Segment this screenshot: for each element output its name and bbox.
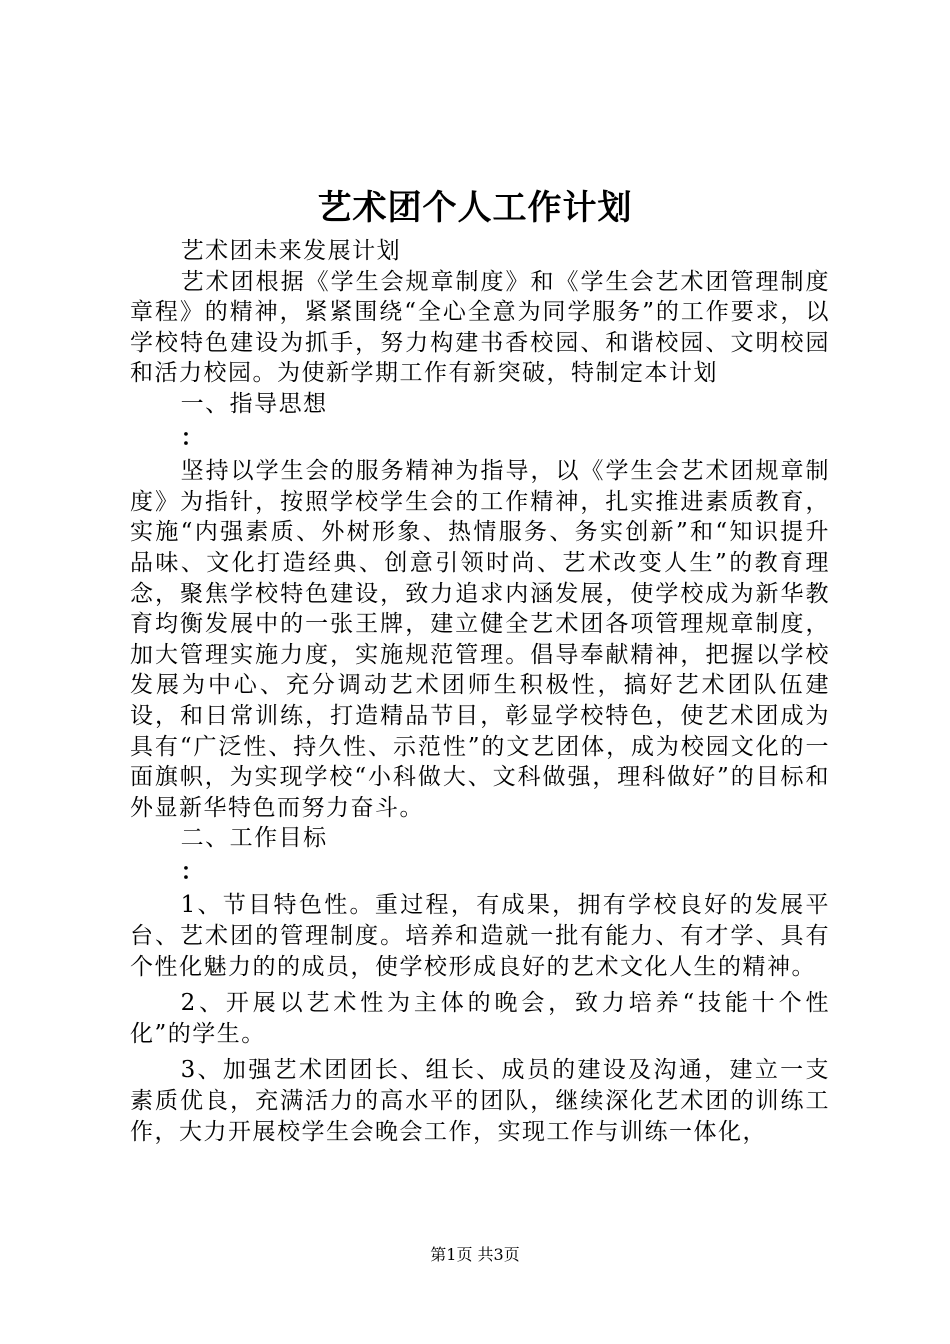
document-title: 艺术团个人工作计划 bbox=[317, 188, 633, 228]
section-colon: ： bbox=[180, 423, 206, 451]
page-number-footer: 第1页 共3页 bbox=[430, 1245, 520, 1264]
paragraph-goal-2: 2、开展以艺术性为主体的晚会，致力培养“技能十个性化”的学生。 bbox=[130, 990, 830, 1047]
section-heading-work-goals: 二、工作目标 bbox=[180, 825, 328, 852]
document-body bbox=[130, 236, 830, 1147]
section-heading-guiding-ideology: 一、指导思想 bbox=[180, 390, 328, 417]
paragraph-intro: 艺术团根据《学生会规章制度》和《学生会艺术团管理制度章程》的精神，紧紧围绕“全心全意为同学服务”的工作要求，以学校特色建设为抓手，努力构建书香校园、和谐校园、文明校园和活力校园。为使新学期工作有新突破，特制定本计划 bbox=[130, 268, 830, 387]
section-colon: ： bbox=[180, 857, 206, 885]
paragraph-subtitle: 艺术团未来发展计划 bbox=[180, 238, 402, 264]
paragraph-goal-3: 3、加强艺术团团长、组长、成员的建设及沟通，建立一支素质优良，充满活力的高水平的团队，继续深化艺术团的训练工作，大力开展校学生会晚会工作，实现工作与训练一体化， bbox=[130, 1057, 830, 1145]
paragraph-goal-1: 1、节目特色性。重过程，有成果，拥有学校良好的发展平台、艺术团的管理制度。培养和造就一批有能力、有才学、具有个性化魅力的的成员，使学校形成良好的艺术文化人生的精神。 bbox=[130, 892, 830, 980]
paragraph-guiding-ideology: 坚持以学生会的服务精神为指导，以《学生会艺术团规章制度》为指针，按照学校学生会的工作精神，扎实推进素质教育，实施“内强素质、外树形象、热情服务、务实创新”和“知识提升品味、文化打造经典、创意引领时尚、艺术改变人生”的教育理念，聚焦学校特色建设，致力追求内涵发展，使学校成为新华教育均衡发展中的一张王牌，建立健全艺术团各项管理规章制度，加大管理实施力度，实施规范管理。倡导奉献精神，把握以学校发展为中心、充分调动艺术团师生积极性，搞好艺术团队伍建设，和日常训练，打造精品节目，彰显学校特色，使艺术团成为具有“广泛性、持久性、示范性”的文艺团体，成为校园文化的一面旗帜，为实现学校“小科做大、文科做强，理科做好”的目标和外显新华特色而努力奋斗。 bbox=[130, 458, 830, 821]
